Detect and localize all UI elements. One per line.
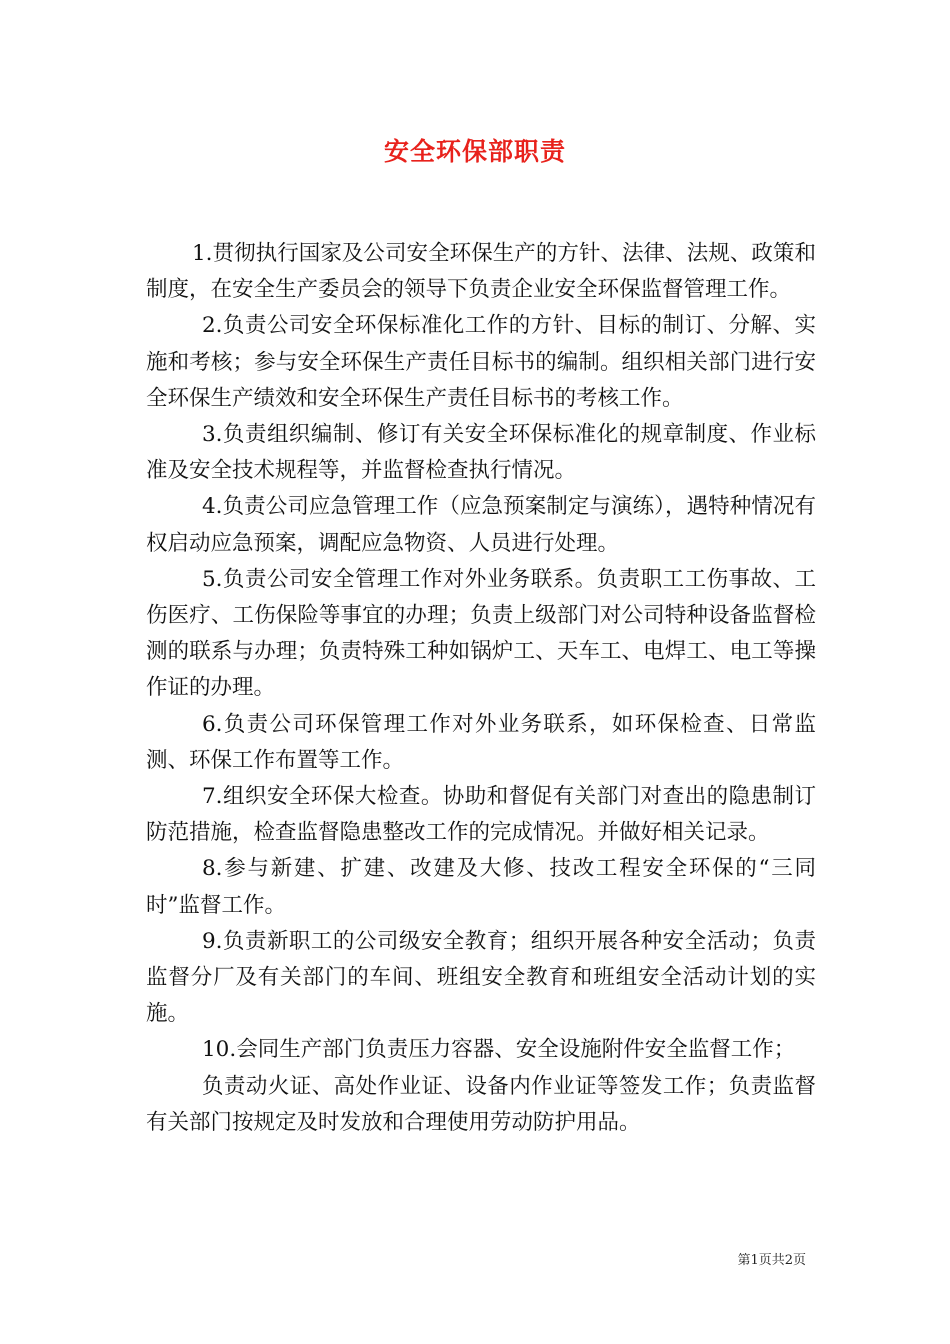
document-title: 安全环保部职责 <box>383 137 566 166</box>
paragraph-5: 5.负责公司安全管理工作对外业务联系。负责职工工伤事故、工伤医疗、工伤保险等事宜的办理；负责上级部门对公司特种设备监督检测的联系与办理；负责特殊工种如锅炉工、天车工、电焊工、电工等操作证的办理。 <box>146 566 816 701</box>
paragraph-1: 1.贯彻执行国家及公司安全环保生产的方针、法律、法规、政策和制度，在安全生产委员会的领导下负责企业安全环保监督管理工作。 <box>146 241 816 303</box>
paragraph-11: 负责动火证、高处作业证、设备内作业证等签发工作；负责监督有关部门按规定及时发放和合理使用劳动防护用品。 <box>146 1073 816 1135</box>
paragraph-3: 3.负责组织编制、修订有关安全环保标准化的规章制度、作业标准及安全技术规程等，并监督检查执行情况。 <box>146 422 816 484</box>
document-body <box>146 236 816 1141</box>
page-number-footer: 第1页共2页 <box>737 1253 806 1268</box>
paragraph-10: 10.会同生产部门负责压力容器、安全设施附件安全监督工作； <box>202 1037 796 1063</box>
paragraph-6: 6.负责公司环保管理工作对外业务联系，如环保检查、日常监测、环保工作布置等工作。 <box>146 711 816 773</box>
paragraph-9: 9.负责新职工的公司级安全教育；组织开展各种安全活动；负责监督分厂及有关部门的车间、班组安全教育和班组安全活动计划的实施。 <box>146 928 816 1027</box>
paragraph-2: 2.负责公司安全环保标准化工作的方针、目标的制订、分解、实施和考核；参与安全环保生产责任目标书的编制。组织相关部门进行安全环保生产绩效和安全环保生产责任目标书的考核工作。 <box>146 313 816 411</box>
paragraph-8: 8.参与新建、扩建、改建及大修、技改工程安全环保的“三同时”监督工作。 <box>146 856 816 918</box>
paragraph-4: 4.负责公司应急管理工作（应急预案制定与演练），遇特种情况有权启动应急预案，调配应急物资、人员进行处理。 <box>146 494 816 556</box>
paragraph-7: 7.组织安全环保大检查。协助和督促有关部门对查出的隐患制订防范措施，检查监督隐患整改工作的完成情况。并做好相关记录。 <box>146 784 816 846</box>
